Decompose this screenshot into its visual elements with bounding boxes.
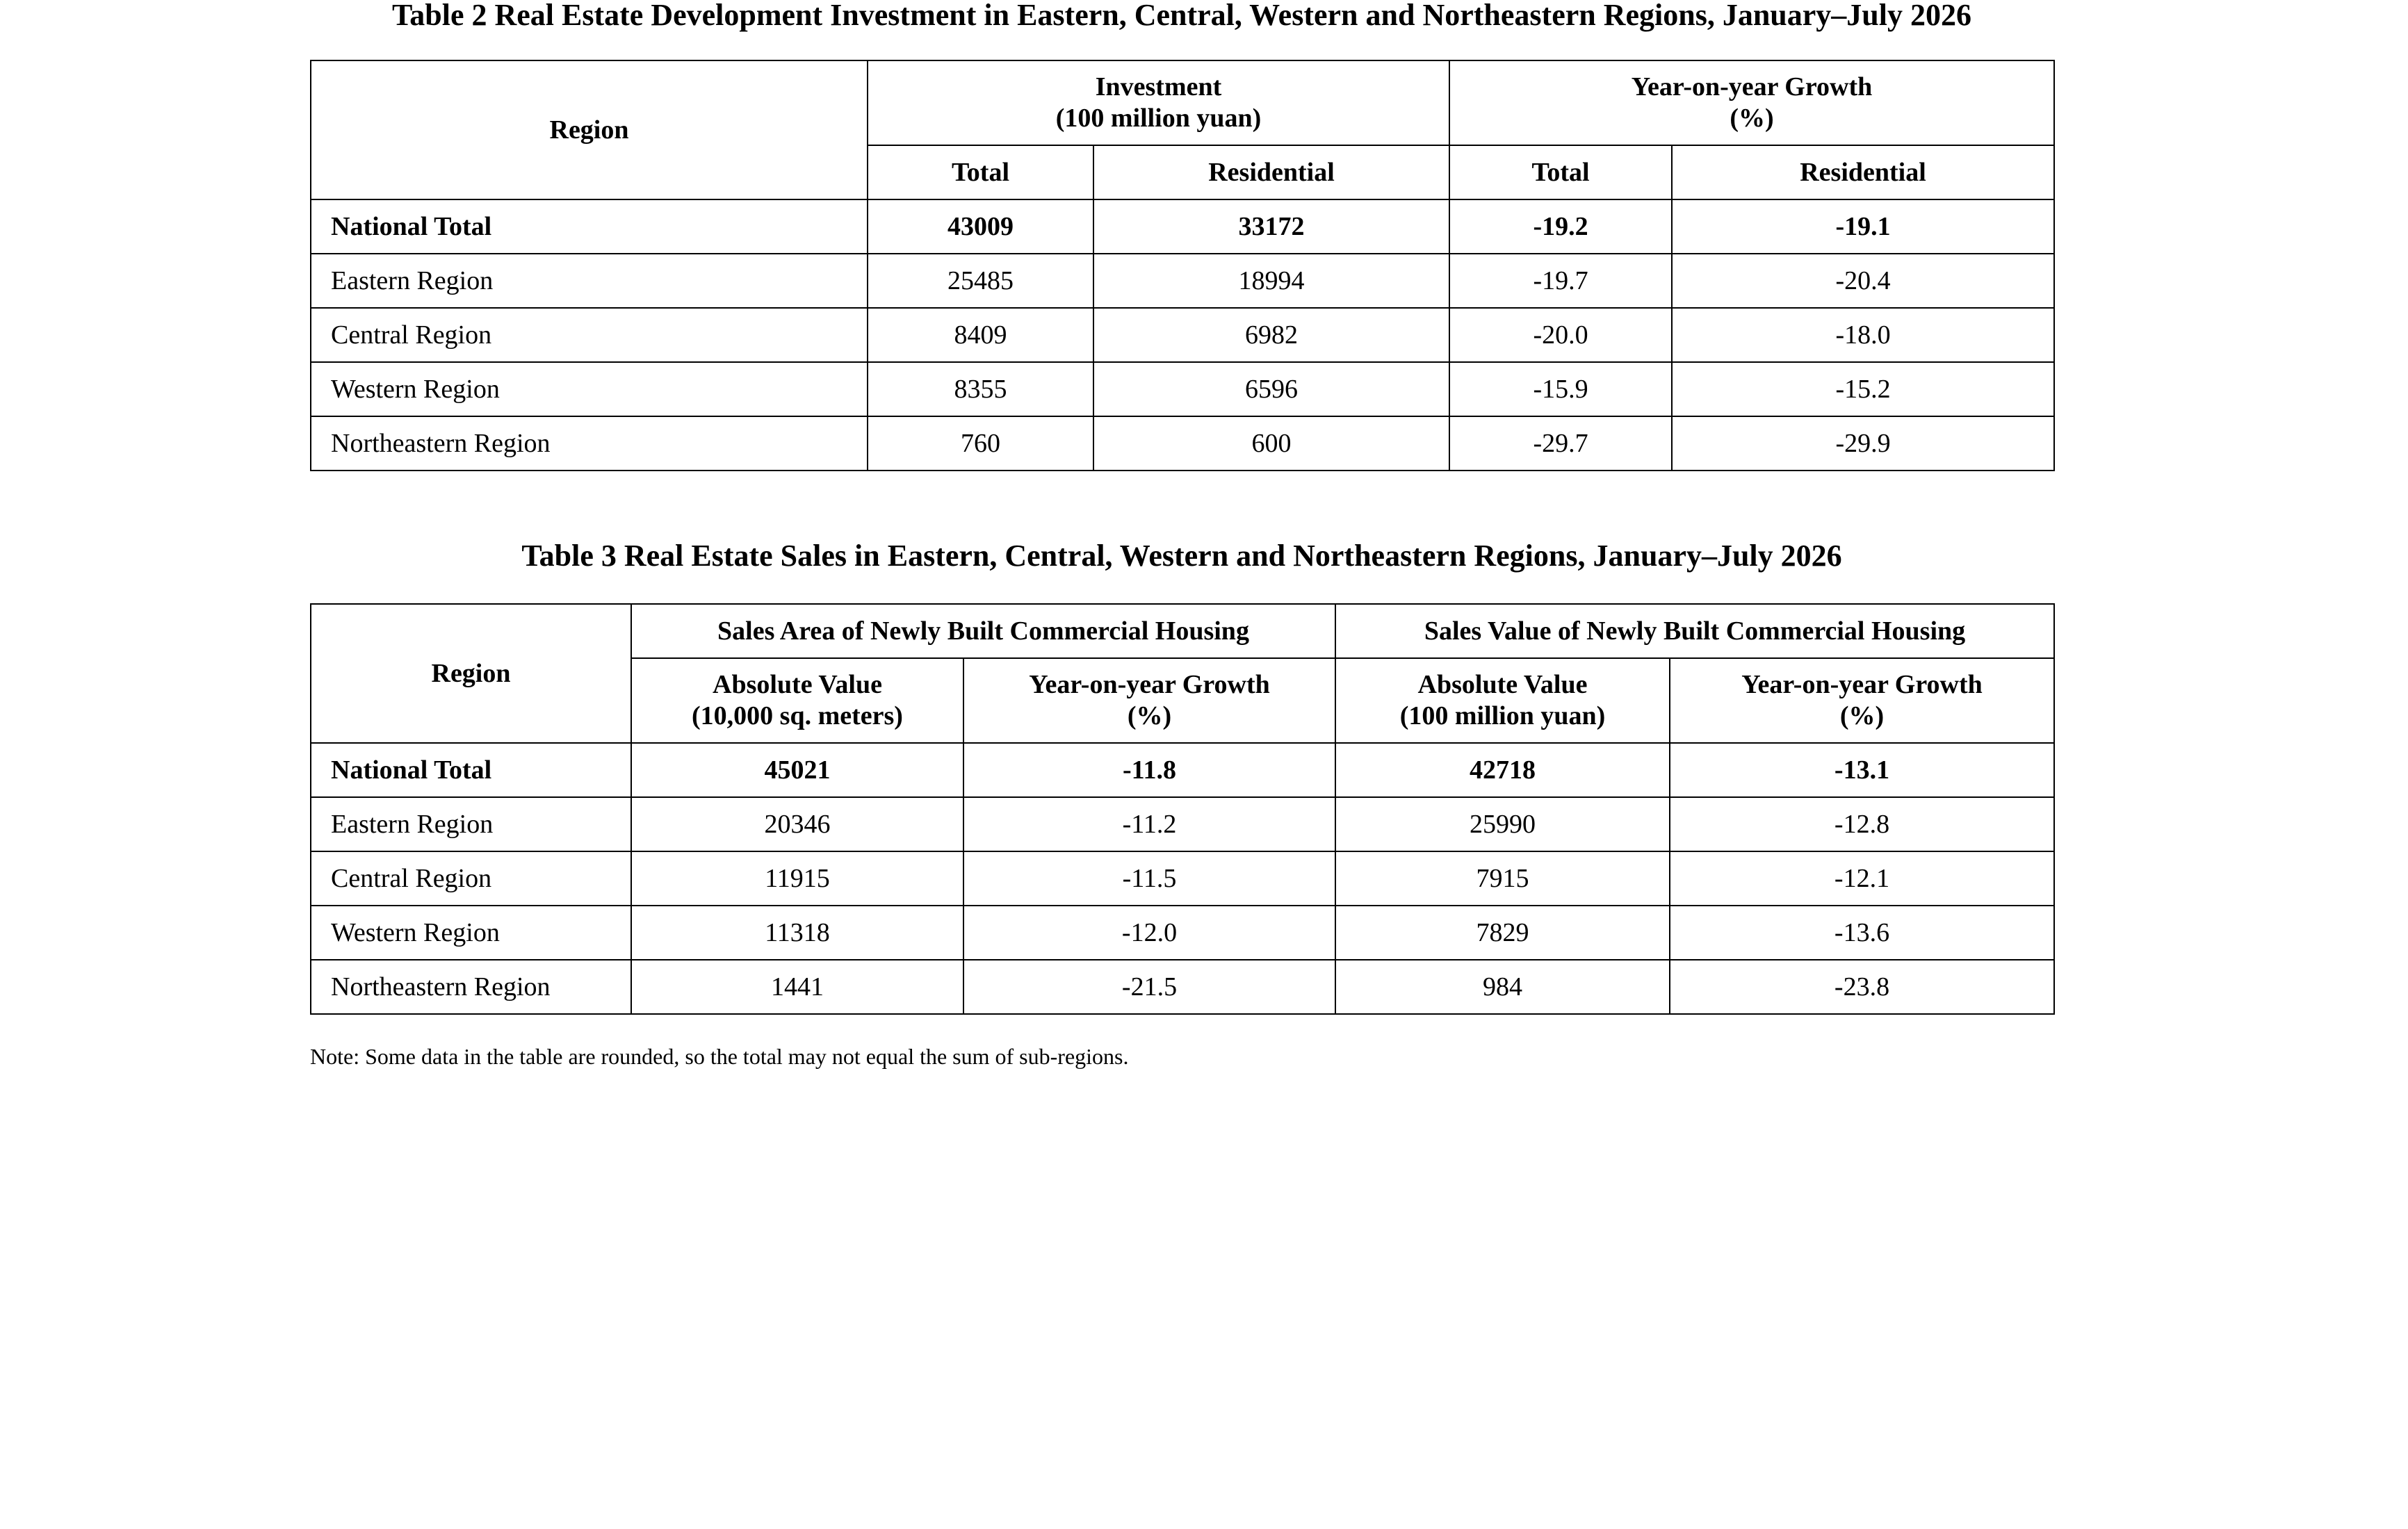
table3-cell-value-abs: 42718 [1335, 743, 1670, 797]
table3-cell-region: Western Region [311, 906, 631, 960]
table2-header-growth-title: Year-on-year Growth [1631, 72, 1873, 102]
table3-cell-area-growth: -12.0 [963, 906, 1335, 960]
table2-header-investment [868, 60, 1449, 145]
table3-header-value-abs-unit: (100 million yuan) [1399, 701, 1606, 730]
table2-cell-growth-residential: -15.2 [1672, 362, 2054, 416]
table2-cell-region: Northeastern Region [311, 416, 868, 471]
table2-cell-growth-total: -19.7 [1449, 254, 1672, 308]
table3-cell-value-growth: -12.8 [1670, 797, 2054, 851]
table3-header-area-abs-title: Absolute Value [713, 670, 882, 700]
table-row [311, 851, 2054, 906]
table3-cell-value-growth: -23.8 [1670, 960, 2054, 1014]
table3-title: Table 3 Real Estate Sales in Eastern, Central, Western and Northeastern Regions, January–July 2026 [521, 539, 1842, 573]
table3-header-value-growth-title: Year-on-year Growth [1741, 670, 1983, 700]
table2-cell-region: National Total [311, 199, 868, 254]
table2-cell-inv-total: 43009 [868, 199, 1093, 254]
table3-header-area-group: Sales Area of Newly Built Commercial Housing [631, 604, 1335, 658]
table2-cell-growth-residential: -29.9 [1672, 416, 2054, 471]
table2-cell-inv-total: 8409 [868, 308, 1093, 362]
table2-cell-growth-residential: -18.0 [1672, 308, 2054, 362]
table2-header-investment-unit: (100 million yuan) [1055, 104, 1262, 133]
table2-title: Table 2 Real Estate Development Investment in Eastern, Central, Western and Northeastern Regions, January–July 2026 [391, 0, 1972, 32]
table3-header-area-abs-unit: (10,000 sq. meters) [692, 701, 903, 730]
table-row [311, 308, 2054, 362]
table3-cell-area-abs: 20346 [631, 797, 963, 851]
table-row [311, 416, 2054, 471]
table-row [311, 906, 2054, 960]
table-row [311, 199, 2054, 254]
table2-cell-growth-total: -29.7 [1449, 416, 1672, 471]
table3-cell-area-abs: 1441 [631, 960, 963, 1014]
table2-investment [310, 60, 2055, 471]
table3-cell-value-abs: 25990 [1335, 797, 1670, 851]
table2-header-inv-residential: Residential [1093, 145, 1449, 199]
table-row [311, 362, 2054, 416]
table-row [311, 254, 2054, 308]
table3-cell-value-growth: -13.1 [1670, 743, 2054, 797]
table2-cell-inv-residential: 33172 [1093, 199, 1449, 254]
table2-header-growth-total: Total [1449, 145, 1672, 199]
table3-header-area-growth-unit: (%) [1127, 701, 1172, 730]
table2-header-inv-total: Total [868, 145, 1093, 199]
table2-cell-region: Central Region [311, 308, 868, 362]
table3-header-value-growth [1670, 658, 2054, 743]
table2-cell-region: Western Region [311, 362, 868, 416]
table3-cell-region: National Total [311, 743, 631, 797]
table3-cell-area-growth: -11.5 [963, 851, 1335, 906]
table2-cell-inv-residential: 6982 [1093, 308, 1449, 362]
table3-header-area-growth-title: Year-on-year Growth [1029, 670, 1270, 700]
table-row [311, 797, 2054, 851]
table-footnote: Note: Some data in the table are rounded, so the total may not equal the sum of sub-regions. [310, 1044, 1129, 1069]
table2-cell-inv-total: 8355 [868, 362, 1093, 416]
table3-cell-value-growth: -12.1 [1670, 851, 2054, 906]
table3-cell-value-abs: 984 [1335, 960, 1670, 1014]
table2-cell-growth-total: -19.2 [1449, 199, 1672, 254]
table3-cell-area-abs: 11915 [631, 851, 963, 906]
table3-header-area-growth [963, 658, 1335, 743]
table3-cell-value-abs: 7915 [1335, 851, 1670, 906]
table3-header-area-abs [631, 658, 963, 743]
table3-cell-area-growth: -11.2 [963, 797, 1335, 851]
table3-cell-area-abs: 45021 [631, 743, 963, 797]
table3-cell-area-growth: -11.8 [963, 743, 1335, 797]
table2-cell-inv-residential: 18994 [1093, 254, 1449, 308]
table2-header-growth [1449, 60, 2054, 145]
table2-cell-growth-total: -15.9 [1449, 362, 1672, 416]
table2-cell-inv-residential: 600 [1093, 416, 1449, 471]
table3-cell-area-growth: -21.5 [963, 960, 1335, 1014]
table2-header-growth-unit: (%) [1730, 104, 1774, 133]
table2-header-growth-residential: Residential [1672, 145, 2054, 199]
table3-header-value-growth-unit: (%) [1839, 701, 1885, 730]
table3-sales [310, 603, 2055, 1015]
table2-cell-growth-total: -20.0 [1449, 308, 1672, 362]
table3-cell-value-growth: -13.6 [1670, 906, 2054, 960]
table2-cell-growth-residential: -19.1 [1672, 199, 2054, 254]
table3-cell-region: Eastern Region [311, 797, 631, 851]
table-row [311, 960, 2054, 1014]
table3-header-value-abs [1335, 658, 1670, 743]
table2-header-investment-title: Investment [1095, 72, 1222, 102]
table-row [311, 743, 2054, 797]
table3-header-value-group: Sales Value of Newly Built Commercial Housing [1335, 604, 2054, 658]
table2-cell-growth-residential: -20.4 [1672, 254, 2054, 308]
table2-cell-inv-total: 25485 [868, 254, 1093, 308]
table2-cell-region: Eastern Region [311, 254, 868, 308]
table3-header-region: Region [311, 604, 631, 743]
table2-cell-inv-residential: 6596 [1093, 362, 1449, 416]
table3-cell-region: Northeastern Region [311, 960, 631, 1014]
table3-cell-region: Central Region [311, 851, 631, 906]
table3-header-value-abs-title: Absolute Value [1417, 670, 1588, 700]
table3-cell-value-abs: 7829 [1335, 906, 1670, 960]
table2-header-region: Region [311, 60, 868, 199]
table2-cell-inv-total: 760 [868, 416, 1093, 471]
table3-cell-area-abs: 11318 [631, 906, 963, 960]
